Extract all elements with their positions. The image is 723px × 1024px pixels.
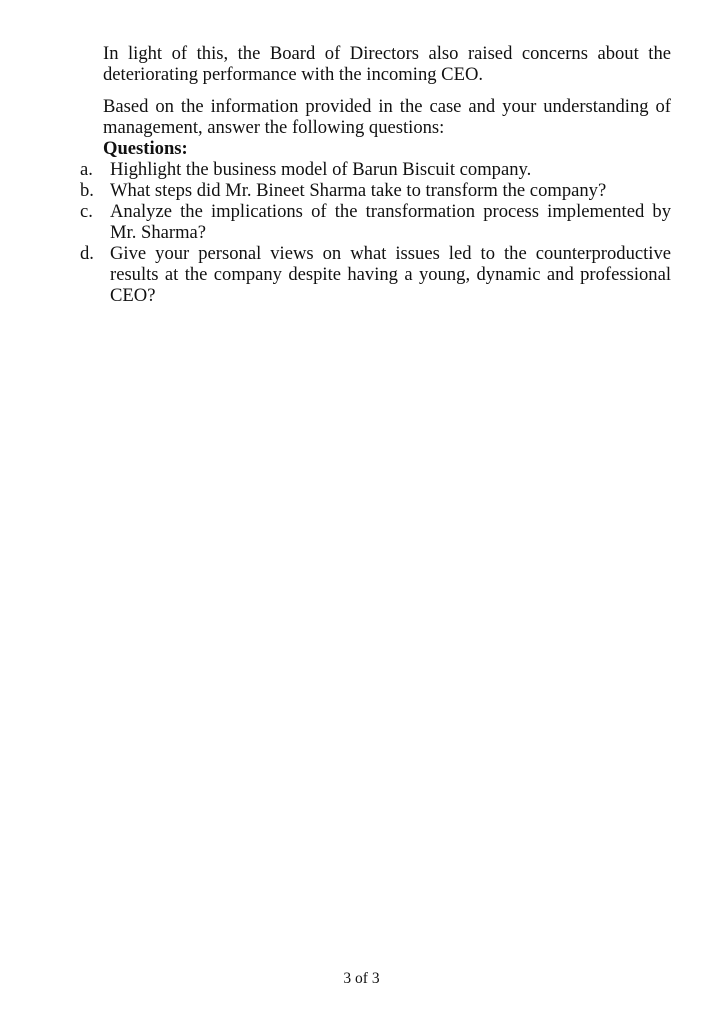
question-letter: b.	[80, 180, 94, 201]
question-letter: a.	[80, 159, 93, 180]
question-item-d	[80, 243, 671, 306]
question-item-b	[80, 180, 671, 201]
question-item-c	[80, 201, 671, 243]
question-letter: d.	[80, 243, 94, 264]
paragraph-instructions: Based on the information provided in the case and your understanding of management, answer the following questions:	[103, 96, 671, 138]
question-text: What steps did Mr. Bineet Sharma take to transform the company?	[110, 180, 607, 201]
question-text: Analyze the implications of the transformation process implemented by Mr. Sharma?	[110, 201, 671, 243]
paragraph-board-concerns: In light of this, the Board of Directors also raised concerns about the deteriorating performance with the incoming CEO.	[103, 43, 671, 85]
questions-list	[80, 159, 671, 306]
question-text: Highlight the business model of Barun Biscuit company.	[110, 159, 532, 180]
page-content	[80, 43, 671, 306]
question-letter: c.	[80, 201, 93, 222]
question-item-a	[80, 159, 671, 180]
page-number: 3 of 3	[343, 970, 380, 987]
question-text: Give your personal views on what issues led to the counterproductive results at the company despite having a young, dynamic and professional CEO?	[110, 243, 671, 306]
questions-heading: Questions:	[103, 138, 188, 159]
